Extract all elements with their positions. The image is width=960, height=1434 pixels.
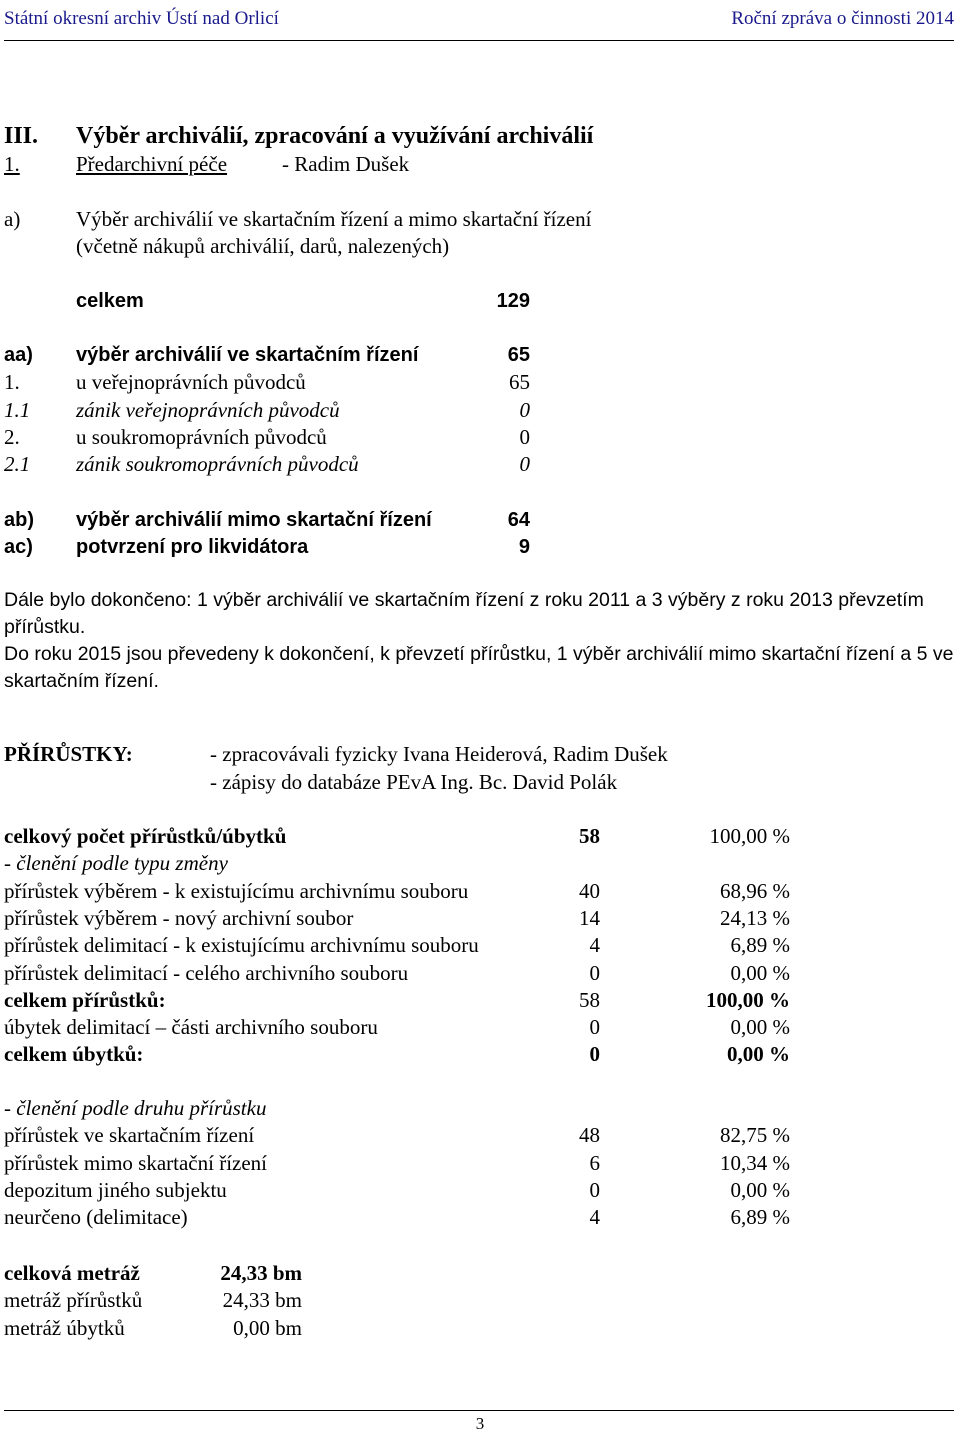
changes-row-percent: 68,96 % [720, 878, 790, 903]
aa-row-text: u veřejnoprávních původců [76, 370, 306, 395]
celkem-value: 129 [496, 290, 530, 312]
kinds-row-count: 6 [589, 1150, 600, 1175]
paragraph-completed: Dále bylo dokončeno: 1 výběr archiválií ve skartačním řízení z roku 2011 a 3 výběry z roku 2013 převzetím přírůstku. [4, 589, 924, 638]
kinds-row-label: přírůstek mimo skartační řízení [4, 1150, 268, 1175]
kinds-row-count: 0 [589, 1177, 600, 1202]
ac-value: 9 [518, 536, 530, 558]
celkem-label: celkem [76, 290, 144, 312]
changes-row-count: 58 [579, 824, 600, 848]
changes-row-label: celkem přírůstků: [4, 987, 166, 1012]
changes-row-label: přírůstek delimitací - celého archivního souboru [4, 960, 409, 985]
changes-row-label: celkem úbytků: [4, 1042, 144, 1067]
changes-row-percent: 100,00 % [709, 824, 790, 848]
ab-text: výběr archiválií mimo skartační řízení [76, 509, 432, 531]
changes-row-label: - členění podle typu změny [4, 851, 228, 876]
aa-row-text: zánik soukromoprávních původců [76, 452, 359, 477]
item-a-line2: (včetně nákupů archiválií, darů, nalezených) [76, 234, 450, 258]
aa-row-value: 0 [519, 424, 530, 449]
changes-row-count: 0 [589, 1042, 600, 1067]
metraz-label: metráž přírůstků [4, 1288, 143, 1313]
changes-row-count: 14 [579, 905, 600, 930]
aa-row-number: 1. [4, 370, 20, 395]
section-number: III. [4, 123, 39, 149]
changes-row-percent: 100,00 % [706, 987, 790, 1012]
changes-row-percent: 0,00 % [727, 1042, 790, 1067]
kinds-row-label: přírůstek ve skartačním řízení [4, 1123, 255, 1148]
metraz-value: 0,00 bm [233, 1315, 302, 1340]
prirustky-label: PŘÍRŮSTKY: [4, 742, 133, 766]
aa-row-number: 2.1 [4, 452, 31, 477]
ac-number: ac) [4, 536, 33, 558]
prirustky-line2: - zápisy do databáze PEvA Ing. Bc. David Polák [210, 770, 618, 794]
footer-rule [4, 1410, 954, 1411]
kinds-row-label: neurčeno (delimitace) [4, 1205, 188, 1230]
aa-row-value: 0 [519, 397, 530, 422]
aa-row-value: 0 [519, 452, 530, 477]
changes-row-label: přírůstek výběrem - k existujícímu archivnímu souboru [4, 878, 469, 903]
kinds-row-count: 48 [579, 1123, 600, 1148]
changes-row-count: 40 [579, 878, 600, 903]
changes-row-count: 4 [589, 933, 600, 958]
changes-row-label: přírůstek výběrem - nový archivní soubor [4, 905, 354, 930]
aa-row-number: aa) [4, 344, 33, 366]
changes-row-percent: 24,13 % [720, 905, 790, 930]
item-a-line1: Výběr archiválií ve skartačním řízení a mimo skartační řízení [76, 207, 592, 231]
metraz-value: 24,33 bm [222, 1288, 302, 1313]
kinds-row-percent: 10,34 % [720, 1150, 790, 1175]
changes-row-count: 58 [579, 987, 600, 1012]
page-number: 3 [475, 1414, 485, 1433]
subsection-title: Předarchivní péče [76, 152, 228, 176]
changes-row-percent: 6,89 % [730, 933, 790, 958]
aa-row-value: 65 [507, 344, 530, 366]
aa-row-text: výběr archiválií ve skartačním řízení [76, 344, 419, 366]
changes-row-percent: 0,00 % [730, 960, 790, 985]
kinds-row-count: 4 [589, 1205, 600, 1230]
aa-row-number: 2. [4, 424, 20, 449]
changes-row-count: 0 [589, 1015, 600, 1040]
prirustky-line1: - zpracovávali fyzicky Ivana Heiderová, Radim Dušek [210, 742, 668, 766]
changes-row-label: přírůstek delimitací - k existujícímu archivnímu souboru [4, 933, 479, 958]
changes-row-count: 0 [589, 960, 600, 985]
kinds-row-label: - členění podle druhu přírůstku [4, 1096, 267, 1120]
aa-row-number: 1.1 [4, 397, 31, 422]
changes-row-percent: 0,00 % [730, 1015, 790, 1040]
header-institution: Státní okresní archiv Ústí nad Orlicí [4, 8, 279, 29]
metraz-label: metráž úbytků [4, 1315, 125, 1340]
metraz-label: celková metráž [4, 1261, 140, 1285]
metraz-value: 24,33 bm [220, 1261, 302, 1285]
kinds-row-percent: 82,75 % [720, 1123, 790, 1148]
section-title: Výběr archiválií, zpracování a využívání archiválií [76, 123, 594, 149]
aa-row-text: zánik veřejnoprávních původců [76, 397, 340, 422]
kinds-row-percent: 0,00 % [730, 1177, 790, 1202]
paragraph-transferred: Do roku 2015 jsou převedeny k dokončení, k převzetí přírůstku, 1 výběr archiválií mimo skartační řízení a 5 ve skartačním řízení. [4, 643, 954, 692]
kinds-row-label: depozitum jiného subjektu [4, 1177, 227, 1202]
ac-text: potvrzení pro likvidátora [76, 536, 309, 558]
item-a-label: a) [4, 207, 21, 231]
ab-number: ab) [4, 509, 34, 531]
page-header [4, 4, 954, 41]
aa-row-value: 65 [509, 370, 530, 395]
aa-row-text: u soukromoprávních původců [76, 424, 327, 449]
subsection-author: - Radim Dušek [282, 152, 410, 176]
changes-row-label: úbytek delimitací – části archivního souboru [4, 1015, 378, 1040]
changes-row-label: celkový počet přírůstků/úbytků [4, 824, 287, 848]
kinds-row-percent: 6,89 % [730, 1205, 790, 1230]
header-report-title: Roční zpráva o činnosti 2014 [731, 8, 954, 29]
subsection-number: 1. [4, 152, 20, 176]
ab-value: 64 [507, 509, 530, 531]
